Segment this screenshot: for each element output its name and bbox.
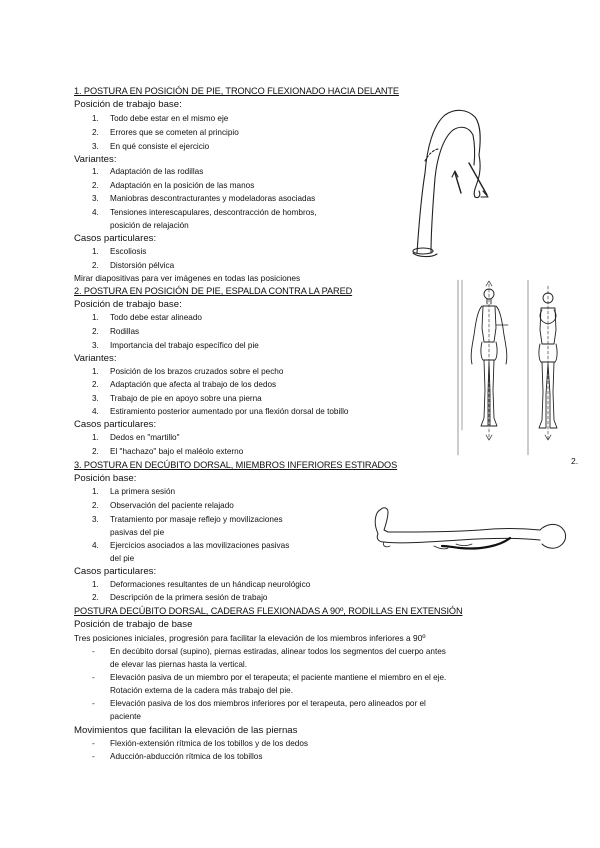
section-1-title: 1. POSTURA EN POSICIÓN DE PIE, TRONCO FLEXIONADO HACIA DELANTE [74,86,399,96]
list-item: Flexión-extensión rítmica de los tobillos y de los dedos [110,739,308,748]
dash-marker: - [92,699,95,708]
supine-figure [360,502,572,562]
s3-base-label: Posición base: [74,473,137,484]
s4-base-label: Posición de trabajo de base [74,619,193,630]
s4-intro: Tres posiciones iniciales, progresión para facilitar la elevación de los miembros inferiores a 90º [74,633,426,643]
dash-marker: - [92,647,95,656]
list-item: 1. Dedos en "martillo" [92,433,180,442]
s1-cases-label: Casos particulares: [74,233,157,244]
list-item: 1. Todo debe estar en el mismo eje [92,114,229,123]
dash-marker: - [92,739,95,748]
list-item-continuation: Rotación externa de la cadera más trabajo del pie. [110,686,293,695]
s2-base-label: Posición de trabajo base: [74,299,182,310]
forward-flexion-figure [395,103,495,265]
list-item: 1. Adaptación de las rodillas [92,167,204,176]
list-item-continuation: del pie [110,554,135,563]
list-item: 2. Distorsión pélvica [92,261,175,270]
section-4-title: POSTURA DECÚBITO DORSAL, CADERAS FLEXIONADAS A 90º, RODILLAS EN EXTENSIÓN [74,606,463,616]
list-item: Elevación pasiva de un miembro por el terapeuta; el paciente mantiene el miembro en el eje. [110,673,447,682]
list-item: 4. Tensiones interescapulares, descontracción de hombros, [92,208,317,217]
list-item-continuation: pasivas del pie [110,528,165,537]
list-item: 3. En qué consiste el ejercicio [92,142,210,151]
list-item: 1. Posición de los brazos cruzados sobre el pecho [92,367,284,376]
s1-var-label: Variantes: [74,154,117,165]
list-item: 1. La primera sesión [92,487,176,496]
s4-mov-label: Movimientos que facilitan la elevación de las piernas [74,725,298,736]
list-item: 2. Adaptación que afecta al trabajo de los dedos [92,380,277,389]
list-item: 3. Tratamiento por masaje reflejo y movilizaciones [92,515,283,524]
section-2-title: 2. POSTURA EN POSICIÓN DE PIE, ESPALDA CONTRA LA PARED [74,286,353,296]
list-item: 2. El "hachazo" bajo el maléolo externo [92,447,244,456]
list-item: Aducción-abducción rítmica de los tobillos [110,752,263,761]
section-3-title: 3. POSTURA EN DECÚBITO DORSAL, MIEMBROS INFERIORES ESTIRADOS [74,460,398,470]
list-item: 3. Maniobras descontracturantes y modeladoras asociadas [92,194,316,203]
page-number: 2. [571,456,579,466]
dash-marker: - [92,752,95,761]
list-item-continuation: posición de relajación [110,221,189,230]
list-item-continuation: paciente [110,712,141,721]
list-item: En decúbito dorsal (supino), piernas estiradas, alinear todos los segmentos del cuerpo antes [110,647,446,656]
list-item: 1. Deformaciones resultantes de un hándicap neurológico [92,580,311,589]
list-item: Elevación pasiva de los dos miembros inferiores por el terapeuta, pero alineados por el [110,699,426,708]
list-item: 4. Ejercicios asociados a las movilizaciones pasivas [92,541,290,550]
list-item: 4. Estiramiento posterior aumentado por una flexión dorsal de tobillo [92,407,349,416]
standing-wall-figures [456,280,578,458]
list-item: 1. Escoliosis [92,247,147,256]
s2-var-label: Variantes: [74,353,117,364]
list-item: 3. Importancia del trabajo específico del pie [92,341,259,350]
s2-cases-label: Casos particulares: [74,419,157,430]
s1-base-label: Posición de trabajo base: [74,99,182,110]
list-item: 3. Trabajo de pie en apoyo sobre una pierna [92,394,262,403]
list-item: 2. Descripción de la primera sesión de trabajo [92,593,268,602]
list-item: 2. Errores que se cometen al principio [92,128,239,137]
list-item: 2. Adaptación en la posición de las manos [92,181,255,190]
list-item: 2. Observación del paciente relajado [92,501,234,510]
list-item: 2. Rodillas [92,327,140,336]
list-item: 1. Todo debe estar alineado [92,313,202,322]
s3-cases-label: Casos particulares: [74,566,157,577]
dash-marker: - [92,673,95,682]
list-item-continuation: de elevar las piernas hasta la vertical. [110,660,247,669]
s1-note: Mirar diapositivas para ver imágenes en todas las posiciones [74,273,301,283]
